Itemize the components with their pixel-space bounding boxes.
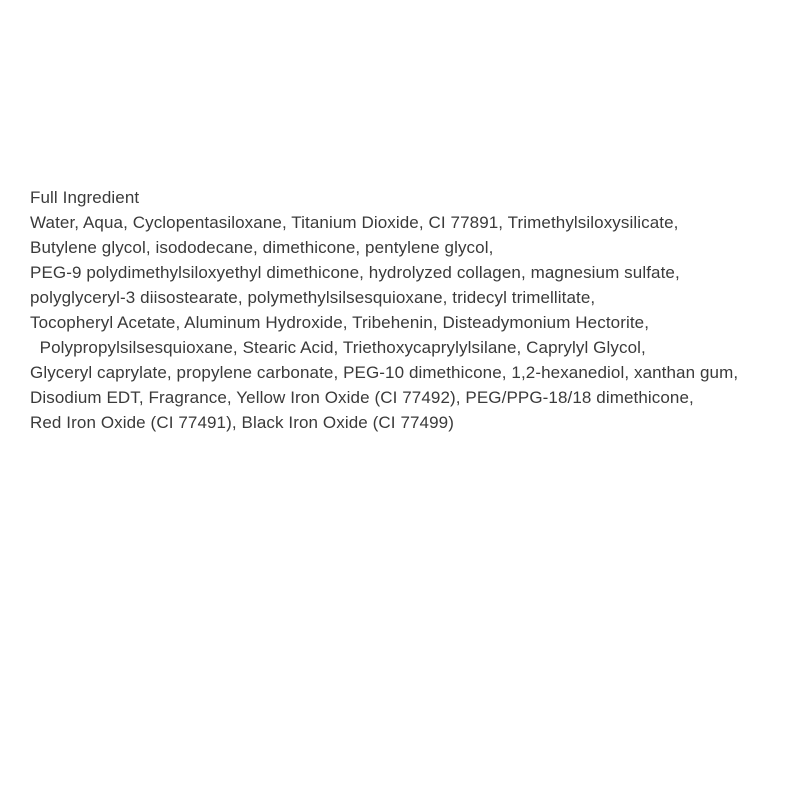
ingredient-line: PEG-9 polydimethylsiloxyethyl dimethicone, hydrolyzed collagen, magnesium sulfate, xyxy=(30,263,680,282)
ingredient-line: Glyceryl caprylate, propylene carbonate, PEG-10 dimethicone, 1,2-hexanediol, xanthan gum, xyxy=(30,363,739,382)
ingredient-line: Disodium EDT, Fragrance, Yellow Iron Oxide (CI 77492), PEG/PPG-18/18 dimethicone, xyxy=(30,388,694,407)
ingredient-list-title: Full Ingredient xyxy=(30,188,140,207)
ingredient-line: Butylene glycol, isododecane, dimethicone, pentylene glycol, xyxy=(30,238,494,257)
ingredient-line: Polypropylsilsesquioxane, Stearic Acid, Triethoxycaprylylsilane, Caprylyl Glycol, xyxy=(30,338,646,357)
ingredient-line: Red Iron Oxide (CI 77491), Black Iron Oxide (CI 77499) xyxy=(30,413,454,432)
ingredient-line: Tocopheryl Acetate, Aluminum Hydroxide, Tribehenin, Disteadymonium Hectorite, xyxy=(30,313,650,332)
ingredient-list xyxy=(30,185,790,435)
ingredient-line: polyglyceryl-3 diisostearate, polymethylsilsesquioxane, tridecyl trimellitate, xyxy=(30,288,596,307)
ingredient-line: Water, Aqua, Cyclopentasiloxane, Titanium Dioxide, CI 77891, Trimethylsiloxysilicate, xyxy=(30,213,679,232)
